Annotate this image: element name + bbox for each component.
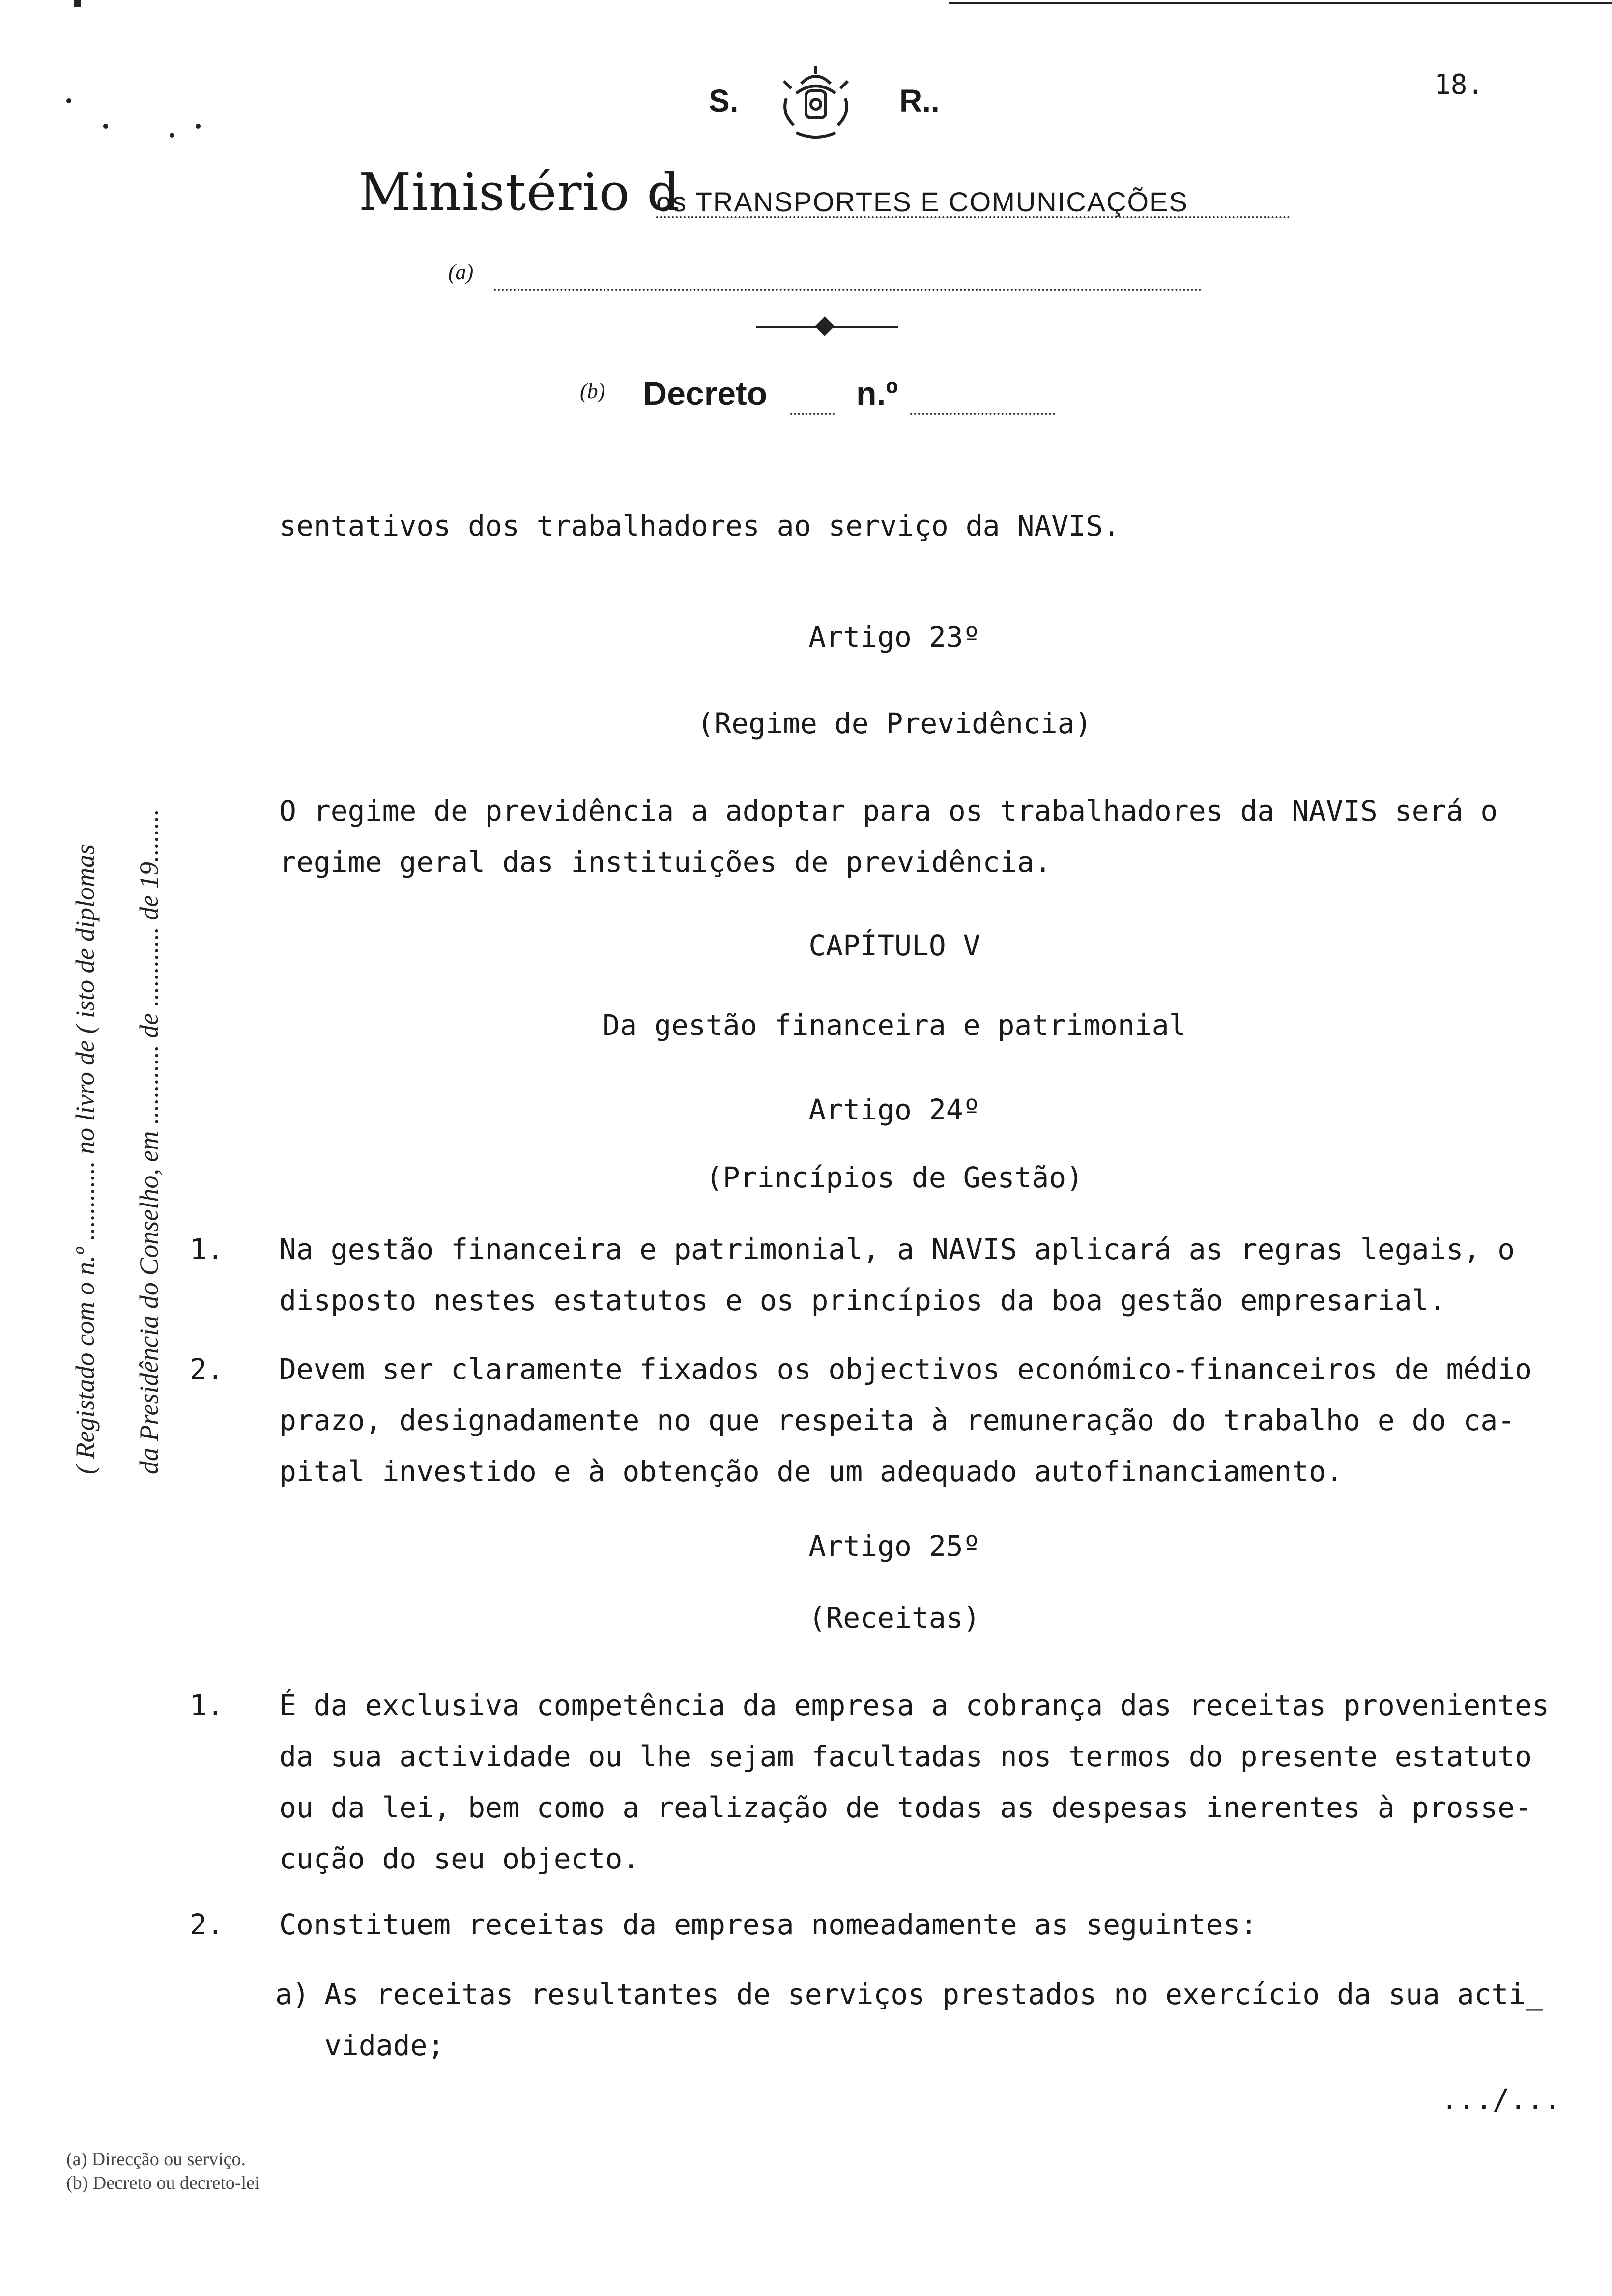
art25-item-line: ou da lei, bem como a realização de todas as despesas inerentes à prosse- <box>279 1791 1532 1824</box>
scan-mark <box>74 0 81 7</box>
ministry-name: os TRANSPORTES E COMUNICAÇÕES <box>656 186 1188 217</box>
decreto-type-dotted-line <box>790 413 835 415</box>
top-rule <box>949 2 1612 4</box>
service-dotted-line <box>494 289 1202 291</box>
margin-registration-line-1: ( Registado com o n.º ............ no livro de ( isto de diplomas <box>70 844 100 1474</box>
art24-item-line: prazo, designadamente no que respeita à remuneração do trabalho e do ca- <box>279 1404 1515 1437</box>
art25-item-line: É da exclusiva competência da empresa a cobrança das receitas provenientes <box>279 1689 1550 1722</box>
art25-sub-a-line: As receitas resultantes de serviços prestados no exercício da sua acti_ <box>324 1978 1543 2011</box>
coat-of-arms-icon <box>767 64 865 143</box>
intro-text: sentativos dos trabalhadores ao serviço da NAVIS. <box>279 509 1121 543</box>
art25-item-number: 2. <box>190 1908 224 1941</box>
art24-item-line: pital investido e à obtenção de um adequado autofinanciamento. <box>279 1455 1343 1488</box>
art25-item-line: Constituem receitas da empresa nomeadamente as seguintes: <box>279 1908 1258 1941</box>
art25-item-number: 1. <box>190 1689 224 1722</box>
art25-sub-a-label: a) <box>275 1978 310 2011</box>
page-number: 18. <box>1434 69 1484 101</box>
speck <box>103 124 108 129</box>
ministry-prefix: Ministério d <box>359 162 680 222</box>
margin-registration-line-2: da Presidência do Conselho, em ............ de ............ de 19........ <box>134 809 164 1474</box>
art25-item-line: da sua actividade ou lhe sejam facultadas nos termos do presente estatuto <box>279 1740 1532 1773</box>
art23-subtitle: (Regime de Previdência) <box>697 707 1092 740</box>
speck <box>66 98 71 103</box>
header-letter-s: S. <box>709 83 739 118</box>
speck <box>170 133 174 138</box>
decreto-number-dotted-line <box>910 413 1055 415</box>
art25-sub-a-line: vidade; <box>324 2029 445 2062</box>
chapter-subtitle: Da gestão financeira e patrimonial <box>603 1008 1186 1042</box>
footnote-a: (a) Direcção ou serviço. <box>66 2149 246 2170</box>
footnote-b: (b) Decreto ou decreto-lei <box>66 2173 260 2193</box>
numero-label: n.º <box>856 375 898 412</box>
art24-item-line: Na gestão financeira e patrimonial, a NAVIS aplicará as regras legais, o <box>279 1233 1515 1266</box>
art23-title: Artigo 23º <box>808 620 980 654</box>
chapter-title: CAPÍTULO V <box>808 929 980 962</box>
label-a: (a) <box>448 260 474 284</box>
continuation-mark: .../... <box>1441 2083 1561 2116</box>
art24-title: Artigo 24º <box>808 1093 980 1126</box>
ornament-diamond-icon <box>815 316 835 336</box>
art23-text-line: O regime de previdência a adoptar para os trabalhadores da NAVIS será o <box>279 794 1498 828</box>
header-letter-r: R.. <box>899 83 940 118</box>
label-b: (b) <box>580 379 605 403</box>
art24-item-number: 2. <box>190 1352 224 1386</box>
decreto-label: Decreto <box>643 375 768 412</box>
art23-text-line: regime geral das instituições de previdência. <box>279 845 1052 879</box>
art25-title: Artigo 25º <box>808 1529 980 1563</box>
art24-subtitle: (Princípios de Gestão) <box>705 1161 1084 1194</box>
ministry-dotted-line <box>656 216 1290 218</box>
speck <box>196 124 201 129</box>
art25-subtitle: (Receitas) <box>808 1601 980 1635</box>
art24-item-line: disposto nestes estatutos e os princípios da boa gestão empresarial. <box>279 1284 1446 1317</box>
art24-item-line: Devem ser claramente fixados os objectivos económico-financeiros de médio <box>279 1352 1532 1386</box>
art25-item-line: cução do seu objecto. <box>279 1842 640 1875</box>
art24-item-number: 1. <box>190 1233 224 1266</box>
